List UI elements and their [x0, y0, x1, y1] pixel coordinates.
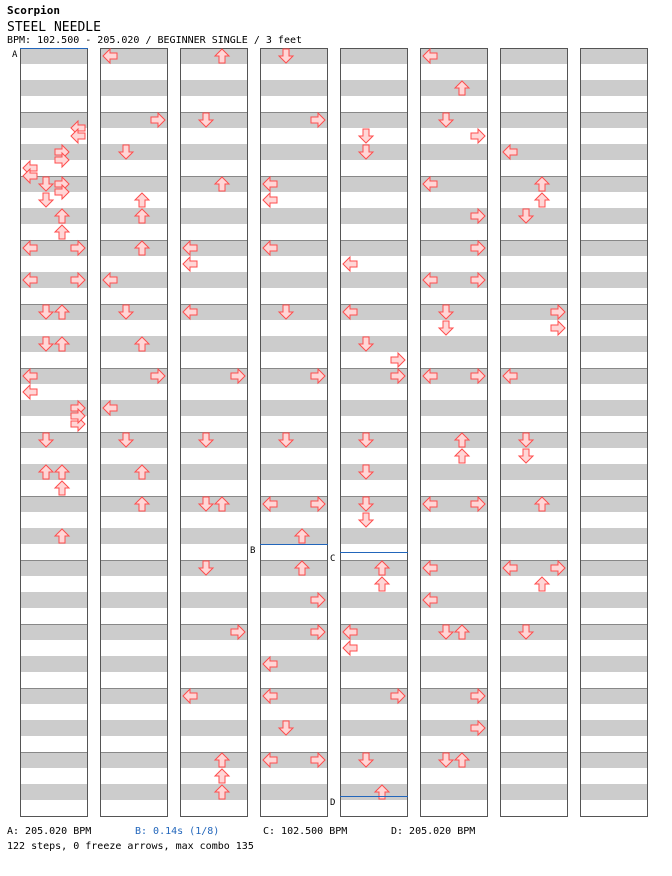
beat-stripe — [500, 624, 568, 640]
beat-stripe — [580, 368, 648, 384]
dance-arrow-icon — [535, 577, 549, 591]
beat-stripe — [260, 720, 328, 736]
beat-stripe — [20, 464, 88, 480]
beat-stripe — [100, 336, 168, 352]
beat-stripe — [100, 624, 168, 640]
beat-stripe — [180, 272, 248, 288]
beat-stripe — [340, 176, 408, 192]
beat-stripe — [580, 688, 648, 704]
beat-stripe — [100, 752, 168, 768]
beat-stripe — [500, 48, 568, 64]
beat-stripe — [580, 496, 648, 512]
beat-stripe — [500, 112, 568, 128]
dance-arrow-icon — [55, 481, 69, 495]
beat-stripe — [420, 432, 488, 448]
beat-stripe — [100, 240, 168, 256]
beat-stripe — [20, 528, 88, 544]
beat-stripe — [260, 784, 328, 800]
beat-stripe — [580, 560, 648, 576]
beat-stripe — [340, 80, 408, 96]
dance-arrow-icon — [55, 225, 69, 239]
dance-arrow-icon — [359, 129, 373, 143]
beat-stripe — [580, 752, 648, 768]
beat-stripe — [340, 592, 408, 608]
beat-stripe — [340, 240, 408, 256]
beat-stripe — [500, 688, 568, 704]
beat-stripe — [180, 112, 248, 128]
beat-stripe — [340, 144, 408, 160]
beat-stripe — [340, 784, 408, 800]
beat-stripe — [580, 720, 648, 736]
beat-stripe — [500, 336, 568, 352]
beat-stripe — [500, 208, 568, 224]
beat-stripe — [340, 656, 408, 672]
dance-arrow-icon — [343, 641, 357, 655]
dance-arrow-icon — [439, 321, 453, 335]
beat-stripe — [420, 400, 488, 416]
artist-name: Scorpion — [7, 4, 60, 17]
beat-stripe — [580, 208, 648, 224]
beat-stripe — [420, 752, 488, 768]
beat-stripe — [340, 528, 408, 544]
beat-stripe — [180, 208, 248, 224]
beat-stripe — [340, 336, 408, 352]
beat-stripe — [340, 432, 408, 448]
beat-stripe — [180, 720, 248, 736]
beat-stripe — [580, 304, 648, 320]
beat-stripe — [340, 272, 408, 288]
beat-stripe — [180, 592, 248, 608]
beat-stripe — [100, 784, 168, 800]
footer-marker-a: A: 205.020 BPM — [7, 826, 92, 837]
beat-stripe — [260, 80, 328, 96]
beat-stripe — [100, 528, 168, 544]
beat-stripe — [180, 432, 248, 448]
beat-stripe — [580, 144, 648, 160]
marker-label: D — [330, 798, 336, 808]
beat-stripe — [340, 112, 408, 128]
beat-stripe — [20, 336, 88, 352]
beat-stripe — [580, 464, 648, 480]
beat-stripe — [420, 336, 488, 352]
beat-stripe — [500, 432, 568, 448]
beat-stripe — [180, 496, 248, 512]
dance-arrow-icon — [535, 193, 549, 207]
beat-stripe — [580, 336, 648, 352]
beat-stripe — [340, 48, 408, 64]
beat-stripe — [100, 464, 168, 480]
beat-stripe — [260, 464, 328, 480]
beat-stripe — [20, 560, 88, 576]
beat-stripe — [100, 592, 168, 608]
beat-stripe — [20, 144, 88, 160]
chart-stats: 122 steps, 0 freeze arrows, max combo 135 — [7, 841, 254, 852]
beat-stripe — [500, 496, 568, 512]
beat-stripe — [340, 720, 408, 736]
marker-label: A — [12, 50, 18, 60]
beat-stripe — [500, 720, 568, 736]
beat-stripe — [580, 592, 648, 608]
beat-stripe — [500, 752, 568, 768]
beat-stripe — [20, 752, 88, 768]
beat-stripe — [500, 176, 568, 192]
dance-arrow-icon — [471, 129, 485, 143]
chart-info: BPM: 102.500 - 205.020 / BEGINNER SINGLE / 3 feet — [7, 35, 303, 46]
dance-arrow-icon — [359, 513, 373, 527]
beat-stripe — [340, 560, 408, 576]
beat-stripe — [180, 784, 248, 800]
beat-stripe — [500, 240, 568, 256]
beat-stripe — [180, 656, 248, 672]
beat-stripe — [100, 176, 168, 192]
dance-arrow-icon — [215, 769, 229, 783]
beat-stripe — [100, 688, 168, 704]
dance-arrow-icon — [455, 449, 469, 463]
beat-stripe — [20, 688, 88, 704]
beat-stripe — [180, 528, 248, 544]
beat-stripe — [100, 208, 168, 224]
beat-stripe — [420, 112, 488, 128]
beat-stripe — [420, 656, 488, 672]
beat-stripe — [260, 528, 328, 544]
beat-stripe — [340, 208, 408, 224]
dance-arrow-icon — [391, 353, 405, 367]
beat-stripe — [580, 80, 648, 96]
beat-stripe — [20, 496, 88, 512]
beat-stripe — [580, 784, 648, 800]
beat-stripe — [180, 752, 248, 768]
dance-arrow-icon — [23, 385, 37, 399]
beat-stripe — [500, 592, 568, 608]
dance-arrow-icon — [135, 193, 149, 207]
beat-stripe — [500, 400, 568, 416]
beat-stripe — [100, 80, 168, 96]
beat-stripe — [420, 304, 488, 320]
beat-stripe — [180, 336, 248, 352]
beat-stripe — [180, 48, 248, 64]
beat-stripe — [500, 784, 568, 800]
beat-stripe — [340, 496, 408, 512]
beat-stripe — [100, 432, 168, 448]
beat-stripe — [20, 656, 88, 672]
dance-arrow-icon — [263, 193, 277, 207]
beat-stripe — [500, 80, 568, 96]
beat-stripe — [180, 400, 248, 416]
dance-arrow-icon — [519, 449, 533, 463]
footer-marker-c: C: 102.500 BPM — [263, 826, 348, 837]
beat-stripe — [20, 304, 88, 320]
beat-stripe — [420, 464, 488, 480]
beat-stripe — [500, 656, 568, 672]
beat-stripe — [20, 784, 88, 800]
beat-stripe — [260, 272, 328, 288]
beat-stripe — [20, 432, 88, 448]
beat-stripe — [100, 656, 168, 672]
beat-stripe — [180, 560, 248, 576]
beat-stripe — [260, 560, 328, 576]
beat-stripe — [580, 432, 648, 448]
beat-stripe — [180, 464, 248, 480]
beat-stripe — [580, 624, 648, 640]
beat-stripe — [20, 624, 88, 640]
beat-stripe — [420, 144, 488, 160]
beat-stripe — [420, 624, 488, 640]
beat-stripe — [20, 80, 88, 96]
beat-stripe — [420, 784, 488, 800]
beat-stripe — [20, 48, 88, 64]
beat-stripe — [260, 208, 328, 224]
beat-stripe — [580, 240, 648, 256]
marker-label: B — [250, 546, 256, 556]
song-title: STEEL NEEDLE — [7, 20, 101, 35]
beat-stripe — [500, 272, 568, 288]
beat-stripe — [100, 560, 168, 576]
beat-stripe — [580, 272, 648, 288]
beat-stripe — [100, 304, 168, 320]
dance-arrow-icon — [39, 193, 53, 207]
beat-stripe — [100, 144, 168, 160]
beat-stripe — [580, 528, 648, 544]
beat-stripe — [260, 144, 328, 160]
beat-stripe — [260, 432, 328, 448]
beat-stripe — [580, 176, 648, 192]
dance-arrow-icon — [183, 257, 197, 271]
marker-label: C — [330, 554, 336, 564]
beat-stripe — [100, 496, 168, 512]
footer-marker-b: B: 0.14s (1/8) — [135, 826, 220, 837]
beat-stripe — [580, 656, 648, 672]
beat-stripe — [420, 80, 488, 96]
beat-stripe — [180, 80, 248, 96]
beat-stripe — [340, 464, 408, 480]
beat-stripe — [260, 336, 328, 352]
beat-stripe — [340, 752, 408, 768]
beat-stripe — [20, 592, 88, 608]
beat-stripe — [20, 720, 88, 736]
beat-stripe — [100, 720, 168, 736]
beat-stripe — [20, 208, 88, 224]
dance-arrow-icon — [375, 577, 389, 591]
beat-stripe — [580, 48, 648, 64]
beat-stripe — [340, 400, 408, 416]
dance-arrow-icon — [343, 257, 357, 271]
footer-marker-d: D: 205.020 BPM — [391, 826, 476, 837]
beat-stripe — [580, 112, 648, 128]
beat-stripe — [260, 400, 328, 416]
beat-stripe — [580, 400, 648, 416]
beat-stripe — [180, 144, 248, 160]
beat-stripe — [420, 528, 488, 544]
beat-stripe — [260, 48, 328, 64]
beat-stripe — [500, 464, 568, 480]
beat-stripe — [260, 304, 328, 320]
beat-stripe — [180, 176, 248, 192]
dance-arrow-icon — [551, 321, 565, 335]
beat-stripe — [500, 528, 568, 544]
